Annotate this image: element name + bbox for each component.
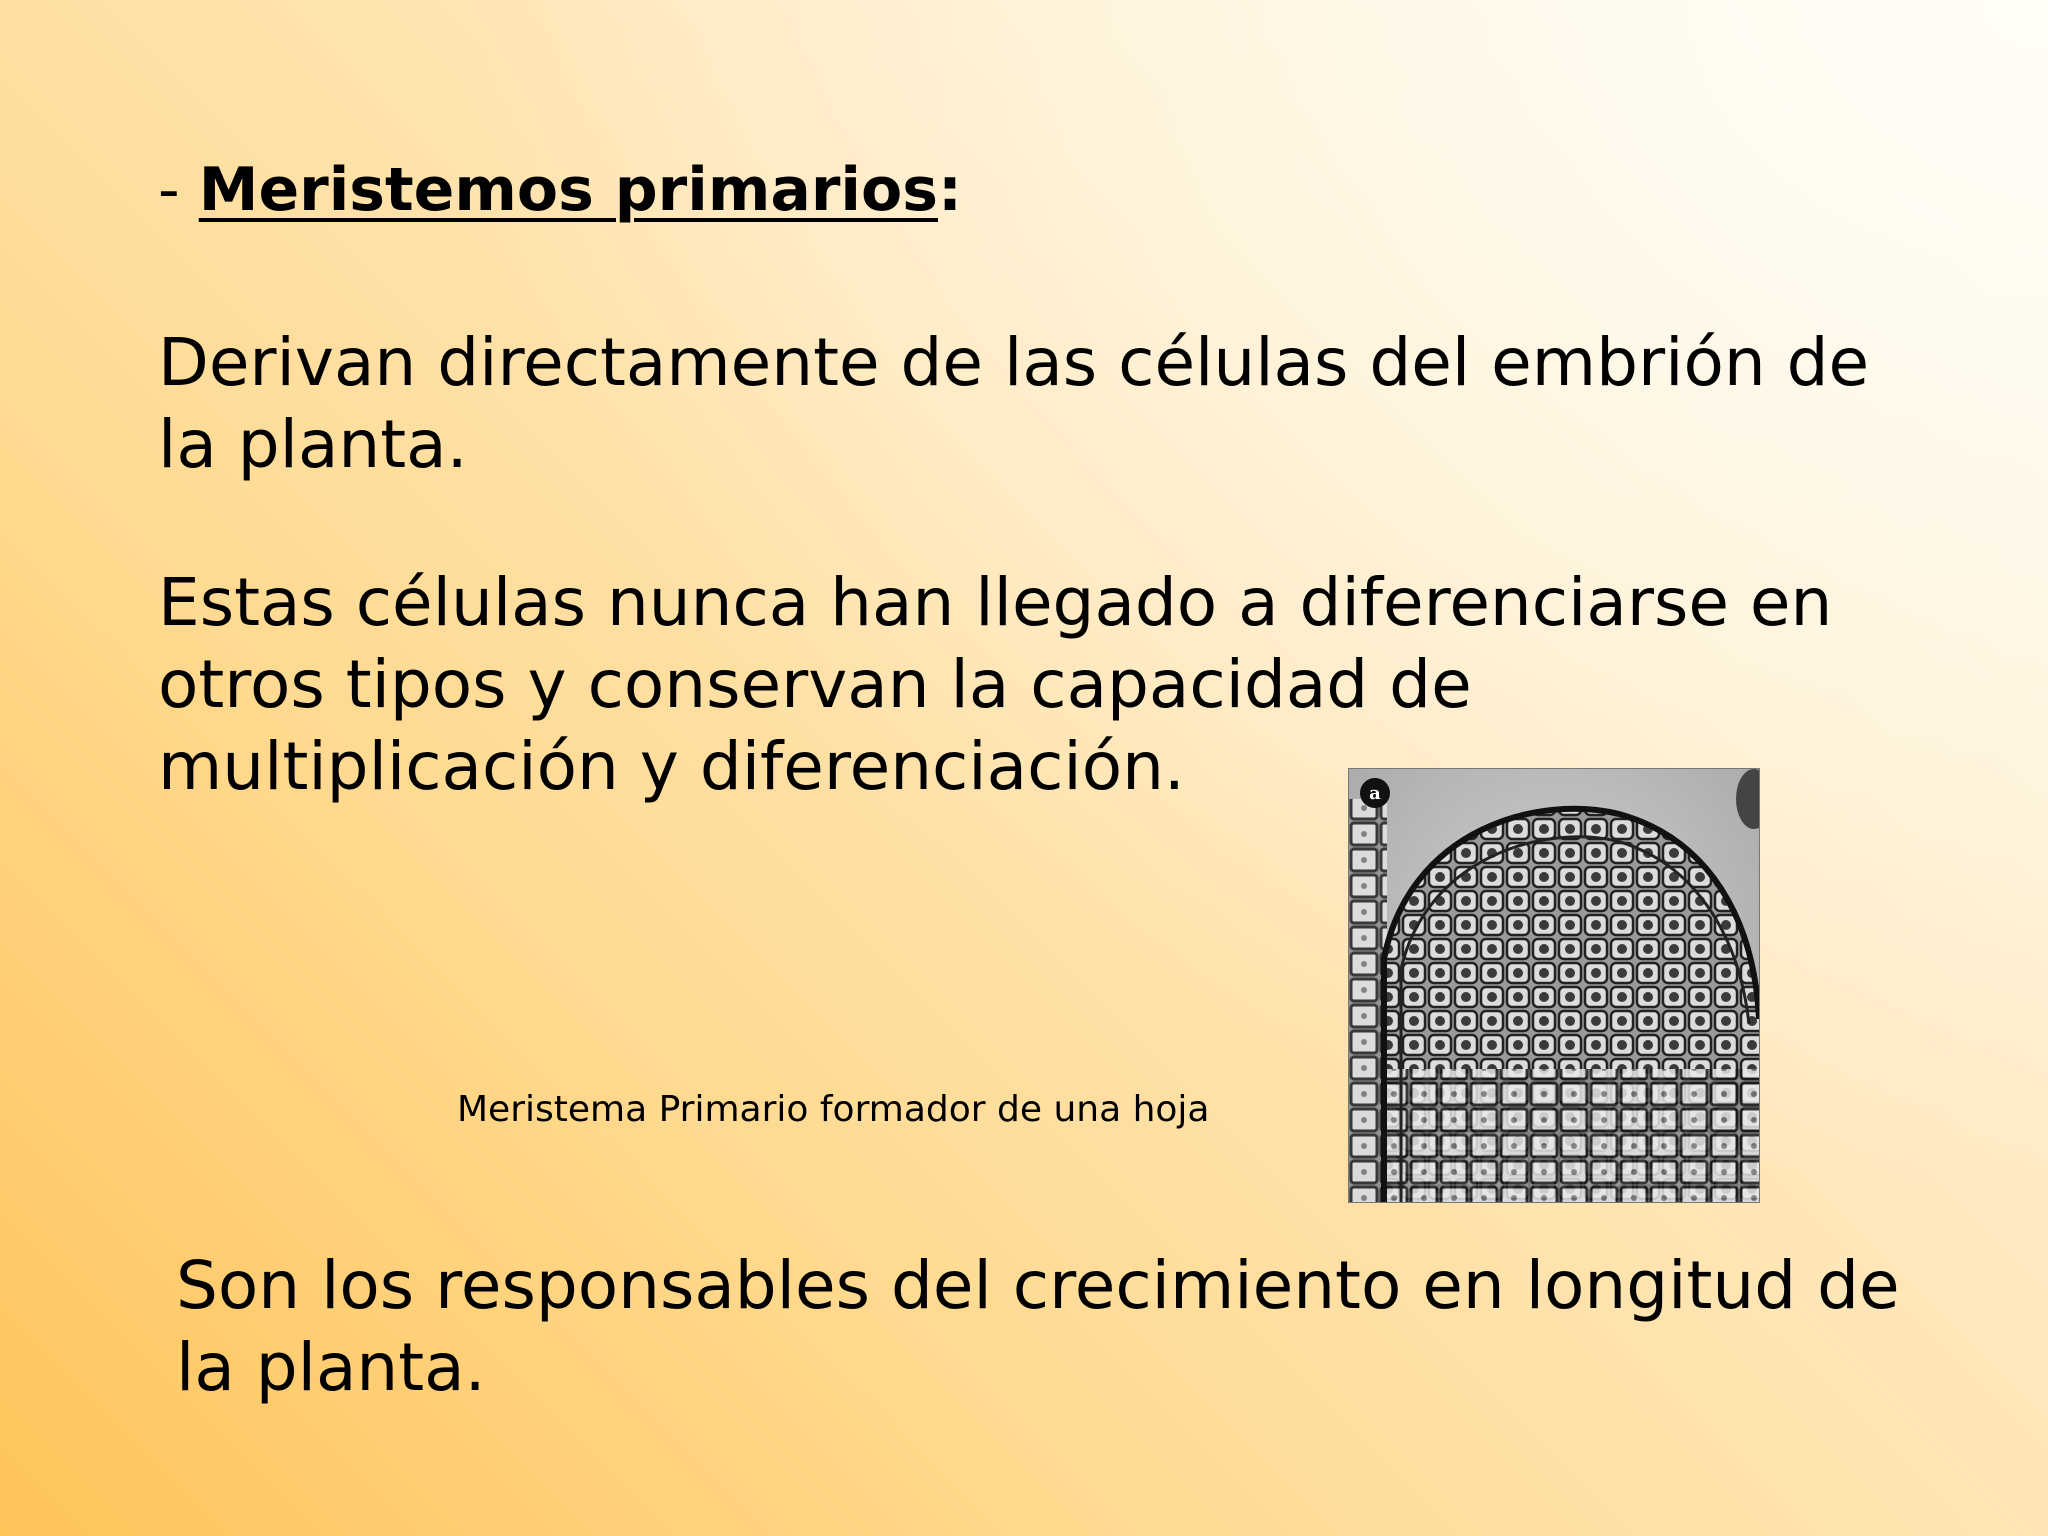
paragraph-undifferentiated: Estas células nunca han llegado a diferenciarse en otros tipos y conservan la capacidad de multiplicación y diferenciación. [158,564,1833,805]
micrograph-image [1349,769,1759,1202]
heading-title: Meristemos primarios [198,155,938,225]
paragraph-origin: Derivan directamente de las células del embrión de la planta. [158,324,1870,483]
panel-label-letter: a [1369,783,1381,804]
slide-heading [158,150,962,230]
paragraph-growth: Son los responsables del crecimiento en longitud de la planta. [176,1247,1900,1406]
heading-dash: - [158,155,199,225]
heading-colon: : [937,155,962,225]
figure-caption: Meristema Primario formador de una hoja [457,1089,1210,1130]
meristem-micrograph [1348,768,1760,1203]
